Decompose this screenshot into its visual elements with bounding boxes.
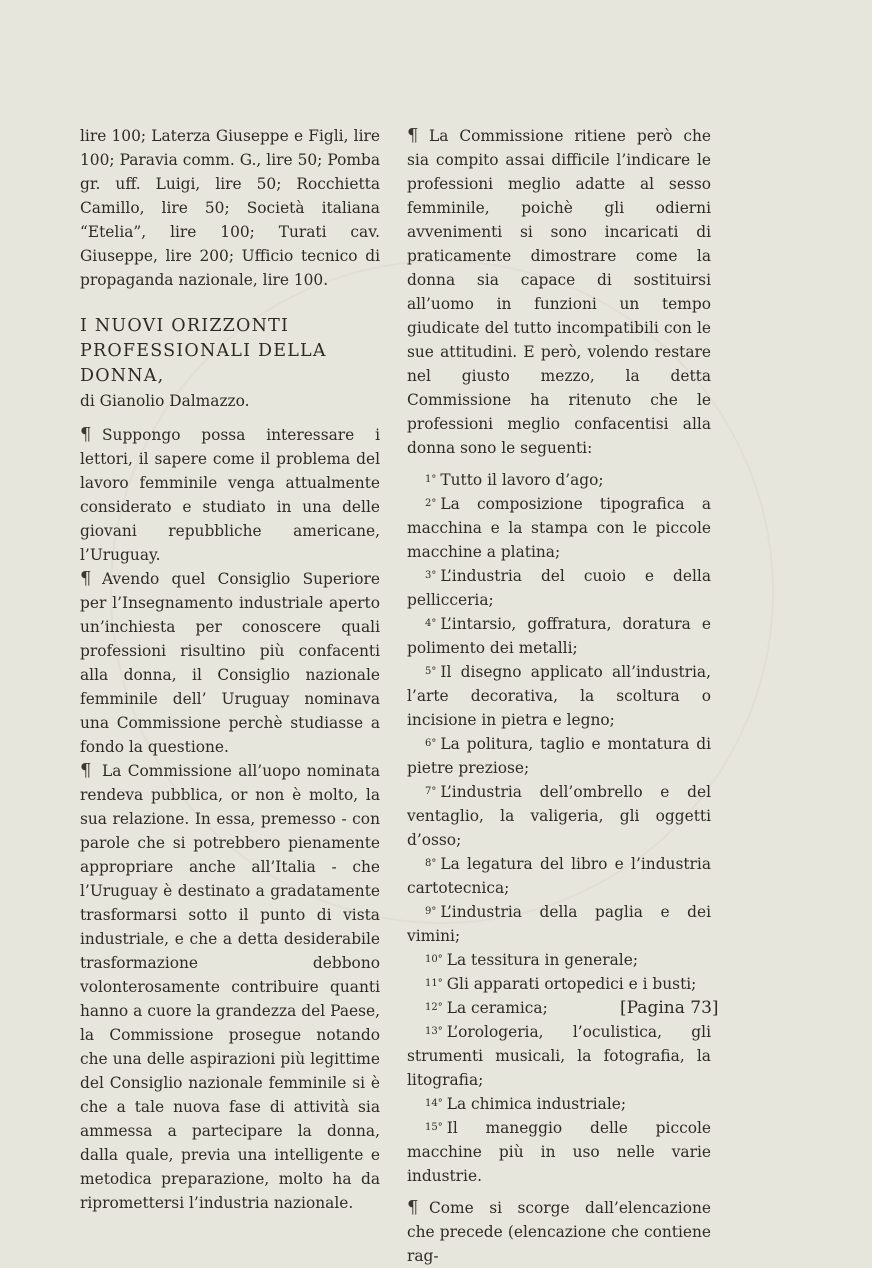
list-item: [407, 852, 711, 900]
item-number: 14°: [425, 1098, 443, 1109]
list-item: [407, 780, 711, 852]
pilcrow-icon: ¶: [80, 760, 92, 781]
list-item: [407, 732, 711, 780]
page-number: [Pagina 73]: [620, 998, 719, 1018]
item-text: La tessitura in generale;: [446, 951, 639, 969]
paragraph: [80, 759, 380, 1215]
right-column: [407, 124, 711, 1268]
list-item: [407, 1116, 711, 1188]
pilcrow-icon: ¶: [407, 1197, 419, 1218]
pilcrow-icon: ¶: [407, 125, 419, 146]
item-text: Il disegno applicato all’industria, l’arte decorativa, la scoltura o incisione in pietra e legno;: [407, 663, 711, 729]
item-number: 15°: [425, 1122, 443, 1133]
left-column: [80, 124, 380, 1215]
list-item: [407, 900, 711, 948]
article-byline: di Gianolio Dalmazzo.: [80, 392, 250, 410]
list-item: [407, 948, 711, 972]
list-item: [407, 468, 711, 492]
item-text: L’orologeria, l’oculistica, gli strumenti musicali, la fotografia, la litografia;: [407, 1023, 711, 1089]
item-text: L’industria della paglia e dei vimini;: [407, 903, 711, 945]
item-number: 12°: [425, 1002, 443, 1013]
item-text: L’industria dell’ombrello e del ventaglio, la valigeria, gli oggetti d’osso;: [407, 783, 711, 849]
item-text: L’intarsio, goffratura, doratura e polimento dei metalli;: [407, 615, 711, 657]
pilcrow-icon: ¶: [80, 424, 92, 445]
paragraph: [80, 423, 380, 567]
list-item: [407, 972, 711, 996]
paragraph-text: La Commissione ritiene però che sia compito assai difficile l’indicare le professioni meglio adatte al sesso femminile, poichè gli odierni avvenimenti si sono incaricati di praticamente dimostrare come la donna sia capace di sostituirsi all’uomo in funzioni un tempo giudicate del tutto incompatibili con le sue attitudini. E però, volendo restare nel giusto mezzo, la detta Commissione ha ritenuto che le professioni meglio confacentisi alla donna sono le seguenti:: [407, 127, 711, 457]
paragraph-text: La Commissione all’uopo nominata rendeva pubblica, or non è molto, la sua relazione. In essa, premesso - con parole che si potrebbero pienamente appropriare anche all’Italia - che l’Uruguay è destinato a gradatamente trasformarsi sotto il punto di vista industriale, e che a detta desiderabile trasformazione debbono volonterosamente contribuire quanti hanno a cuore la grandezza del Paese, la Commissione prosegue notando che una delle aspirazioni più legittime del Consiglio nazionale femminile si è che a tale nuova fase di attività sia ammessa a partecipare la donna, dalla quale, previa una intelligente e metodica preparazione, molto ha da ripromettersi l’industria nazionale.: [80, 762, 380, 1212]
paragraph: [407, 1196, 711, 1268]
item-number: 13°: [425, 1026, 443, 1037]
item-number: 9°: [425, 906, 437, 917]
item-number: 10°: [425, 954, 443, 965]
item-text: La politura, taglio e montatura di pietre preziose;: [407, 735, 711, 777]
list-item: [407, 612, 711, 660]
list-item: [407, 1020, 711, 1092]
item-number: 8°: [425, 858, 437, 869]
item-number: 2°: [425, 498, 437, 509]
paragraph: [80, 567, 380, 759]
paragraph-text: Avendo quel Consiglio Superiore per l’Insegnamento industriale aperto un’inchiesta per conoscere quali professioni risultino più confacenti alla donna, il Consiglio nazionale femminile dell’ Uruguay nominava una Commissione perchè studiasse a fondo la questione.: [80, 570, 380, 756]
paragraph: [407, 124, 711, 460]
item-text: L’industria del cuoio e della pellicceria;: [407, 567, 711, 609]
item-text: La chimica industriale;: [446, 1095, 627, 1113]
list-item: [407, 492, 711, 564]
paragraph-text: Suppongo possa interessare i lettori, il sapere come il problema del lavoro femminile venga attualmente considerato e studiato in una delle giovani repubbliche americane, l’Uruguay.: [80, 426, 380, 564]
list-item: [407, 660, 711, 732]
item-number: 7°: [425, 786, 437, 797]
item-text: Gli apparati ortopedici e i busti;: [446, 975, 697, 993]
item-number: 3°: [425, 570, 437, 581]
pilcrow-icon: ¶: [80, 568, 92, 589]
item-number: 6°: [425, 738, 437, 749]
item-text: Il maneggio delle piccole macchine più in uso nelle varie industrie.: [407, 1119, 711, 1185]
item-number: 11°: [425, 978, 443, 989]
list-item: [407, 1092, 711, 1116]
article-heading: I NUOVI ORIZZONTI PROFESSIONALI DELLA DONNA,: [80, 316, 327, 386]
list-item: [407, 564, 711, 612]
item-text: Tutto il lavoro d’ago;: [440, 471, 604, 489]
intro-paragraph: lire 100; Laterza Giuseppe e Figli, lire 100; Paravia comm. G., lire 50; Pomba gr. uff. Luigi, lire 50; Rocchietta Camillo, lire 50; Società italiana “Etelia”, lire 100; Turati cav. Giuseppe, lire 200; Ufficio tecnico di propaganda nazionale, lire 100.: [80, 127, 380, 289]
professions-list: [407, 468, 711, 1188]
paragraph-text: Come si scorge dall’elencazione che precede (elencazione che contiene rag-: [407, 1199, 711, 1265]
item-text: La ceramica;: [446, 999, 548, 1017]
item-number: 4°: [425, 618, 437, 629]
item-number: 5°: [425, 666, 437, 677]
item-text: La composizione tipografica a macchina e la stampa con le piccole macchine a platina;: [407, 495, 711, 561]
item-number: 1°: [425, 474, 437, 485]
item-text: La legatura del libro e l’industria cartotecnica;: [407, 855, 711, 897]
